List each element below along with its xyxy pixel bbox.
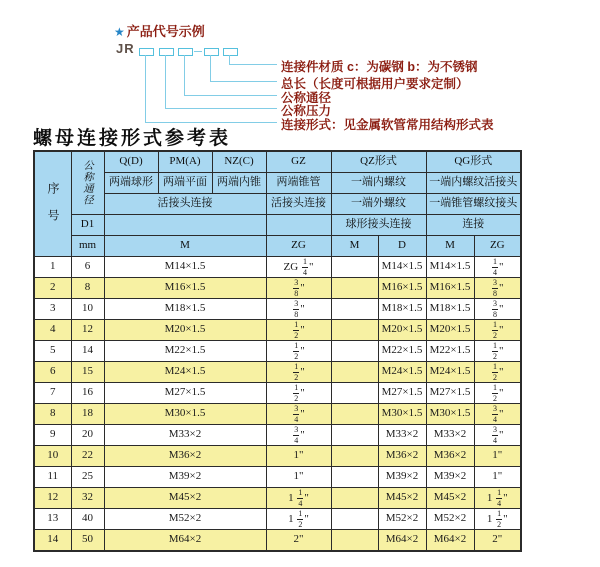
subheader-gz-conn: 活接头连接 (266, 194, 331, 215)
subheader-qpn-conn: 活接头连接 (104, 194, 266, 215)
cell-qz_m (331, 341, 378, 362)
fraction: $\frac{1}{2}$ (294, 382, 299, 403)
cell-seq: 14 (34, 530, 71, 552)
cell-seq: 11 (34, 467, 71, 488)
cell-m: M20×1.5 (104, 320, 266, 341)
cell-qz_d: M39×2 (378, 467, 426, 488)
col-header-seq (34, 151, 71, 257)
table-row (34, 530, 521, 552)
cell-qz_d: M22×1.5 (378, 341, 426, 362)
cell-m: M33×2 (104, 425, 266, 446)
cell-qz_d: M20×1.5 (378, 320, 426, 341)
cell-m: M24×1.5 (104, 362, 266, 383)
cell-seq: 2 (34, 278, 71, 299)
cell-m: M39×2 (104, 467, 266, 488)
cell-qg_zg: $\frac{3}{4}$ " (474, 404, 521, 425)
cell-m: M36×2 (104, 446, 266, 467)
table-row (34, 278, 521, 299)
unit-zg: ZG (266, 236, 331, 257)
fraction: $\frac{1}{2}$ (294, 319, 299, 340)
code-label-length: 总长（长度可根据用户要求定制） (281, 77, 469, 91)
cell-gz: 1 $\frac{1}{2}$ " (266, 509, 331, 530)
cell-seq: 8 (34, 404, 71, 425)
col-header-qg: QG形式 (426, 151, 521, 173)
cell-qz_d: M18×1.5 (378, 299, 426, 320)
cell-dn: 6 (71, 257, 104, 278)
cell-gz: $\frac{1}{2}$ " (266, 320, 331, 341)
code-label-pressure: 公称压力 (281, 104, 332, 118)
leader-line (229, 55, 230, 64)
cell-qz_d: M30×1.5 (378, 404, 426, 425)
fraction: $\frac{3}{8}$ (493, 298, 498, 319)
cell-qg_m: M22×1.5 (426, 341, 474, 362)
cell-qg_m: M20×1.5 (426, 320, 474, 341)
fraction: $\frac{1}{2}$ (493, 382, 498, 403)
cell-dn: 32 (71, 488, 104, 509)
cell-qg_m: M45×2 (426, 488, 474, 509)
cell-qg_zg: $\frac{1}{2}$ " (474, 341, 521, 362)
cell-qg_zg: $\frac{1}{2}$ " (474, 362, 521, 383)
table-body (34, 257, 521, 552)
subheader-nzc: 两端内锥 (212, 173, 266, 194)
cell-gz: $\frac{1}{2}$ " (266, 383, 331, 404)
cell-seq: 4 (34, 320, 71, 341)
col-header-pma: PM(A) (158, 151, 212, 173)
subheader-gz: 两端锥管 (266, 173, 331, 194)
cell-qz_m (331, 320, 378, 341)
leader-line (165, 55, 166, 108)
fraction: $\frac{3}{4}$ (294, 424, 299, 445)
cell-m: M45×2 (104, 488, 266, 509)
cell-dn: 50 (71, 530, 104, 552)
cell-dn: 25 (71, 467, 104, 488)
cell-qz_d: M14×1.5 (378, 257, 426, 278)
star-icon: ★ (114, 25, 125, 39)
cell-seq: 5 (34, 341, 71, 362)
fraction: $\frac{3}{4}$ (493, 424, 498, 445)
seq-label: 序号 (46, 182, 61, 236)
cell-gz: $\frac{3}{4}$ " (266, 404, 331, 425)
table-row (34, 362, 521, 383)
cell-qg_zg: 2" (474, 530, 521, 552)
cell-m: M18×1.5 (104, 299, 266, 320)
cell-qz_m (331, 446, 378, 467)
cell-qz_m (331, 488, 378, 509)
cell-qg_zg: $\frac{1}{2}$ " (474, 320, 521, 341)
unit-m: M (104, 236, 266, 257)
fraction: $\frac{1}{2}$ (497, 508, 502, 529)
cell-seq: 13 (34, 509, 71, 530)
cell-gz: 2" (266, 530, 331, 552)
fraction: $\frac{3}{8}$ (294, 298, 299, 319)
table-row (34, 425, 521, 446)
cell-qz_m (331, 530, 378, 552)
cell-qg_zg: $\frac{1}{4}$ " (474, 257, 521, 278)
table-row (34, 257, 521, 278)
cell-qz_d: M52×2 (378, 509, 426, 530)
table-row (34, 488, 521, 509)
table-row (34, 467, 521, 488)
cell-seq: 7 (34, 383, 71, 404)
cell-dn: 15 (71, 362, 104, 383)
cell-qg_m: M14×1.5 (426, 257, 474, 278)
cell-qg_m: M16×1.5 (426, 278, 474, 299)
leader-line (210, 55, 211, 81)
fraction: $\frac{1}{4}$ (302, 256, 307, 277)
col-header-gz: GZ (266, 151, 331, 173)
diagram-title-text: 产品代号示例 (126, 24, 205, 39)
cell-qz_m (331, 425, 378, 446)
subheader-qz-ball: 球形接头连接 (331, 215, 426, 236)
cell-qz_m (331, 299, 378, 320)
table-row (34, 341, 521, 362)
cell-qz_m (331, 257, 378, 278)
cell-qz_d: M36×2 (378, 446, 426, 467)
fraction: $\frac{1}{2}$ (493, 319, 498, 340)
table-row (34, 383, 521, 404)
unit-qg-zg: ZG (474, 236, 521, 257)
nut-connection-table (33, 150, 522, 552)
cell-qg_zg: $\frac{3}{8}$ " (474, 299, 521, 320)
subheader-qz-ext: 一端外螺纹 (331, 194, 426, 215)
diagram-title (114, 21, 205, 40)
cell-m: M30×1.5 (104, 404, 266, 425)
table-title: 螺母连接形式参考表 (33, 128, 232, 149)
cell-gz: $\frac{1}{2}$ " (266, 341, 331, 362)
leader-line (165, 108, 277, 109)
cell-seq: 12 (34, 488, 71, 509)
table-row (34, 320, 521, 341)
cell-qz_d: M27×1.5 (378, 383, 426, 404)
cell-dn: 20 (71, 425, 104, 446)
cell-qz_m (331, 383, 378, 404)
code-box-3 (178, 48, 193, 56)
cell-gz: 1 $\frac{1}{4}$ " (266, 488, 331, 509)
cell-dn: 16 (71, 383, 104, 404)
code-dash (194, 51, 202, 52)
unit-qg-m: M (426, 236, 474, 257)
cell-qz_m (331, 404, 378, 425)
code-label-connection: 连接形式：见金属软管常用结构形式表 (281, 118, 494, 132)
cell-dn: 18 (71, 404, 104, 425)
cell-gz: 1" (266, 446, 331, 467)
cell-gz: $\frac{3}{8}$ " (266, 278, 331, 299)
col-header-d1: D1 (71, 215, 104, 236)
fraction: $\frac{1}{4}$ (493, 256, 498, 277)
cell-seq: 6 (34, 362, 71, 383)
cell-qg_zg: 1" (474, 446, 521, 467)
unit-mm: mm (71, 236, 104, 257)
cell-qz_m (331, 362, 378, 383)
col-header-qd: Q(D) (104, 151, 158, 173)
cell-m: M27×1.5 (104, 383, 266, 404)
code-box-1 (139, 48, 154, 56)
subheader-qd: 两端球形 (104, 173, 158, 194)
leader-line (184, 55, 185, 95)
cell-m: M16×1.5 (104, 278, 266, 299)
blank-cell (104, 215, 266, 236)
cell-m: M14×1.5 (104, 257, 266, 278)
cell-seq: 3 (34, 299, 71, 320)
header-row-5 (34, 236, 521, 257)
fraction: $\frac{3}{4}$ (294, 403, 299, 424)
cell-qz_d: M24×1.5 (378, 362, 426, 383)
table-row (34, 446, 521, 467)
subheader-qg: 一端内螺纹活接头 (426, 173, 521, 194)
cell-qg_zg: 1 $\frac{1}{4}$ " (474, 488, 521, 509)
cell-dn: 10 (71, 299, 104, 320)
cell-m: M22×1.5 (104, 341, 266, 362)
fraction: $\frac{3}{8}$ (493, 277, 498, 298)
cell-seq: 9 (34, 425, 71, 446)
dn-label: 公称通径 (82, 160, 93, 206)
fraction: $\frac{1}{2}$ (294, 340, 299, 361)
cell-gz: $\frac{3}{8}$ " (266, 299, 331, 320)
blank-cell (266, 215, 331, 236)
code-box-5 (223, 48, 238, 56)
leader-line (145, 55, 146, 122)
cell-qz_m (331, 467, 378, 488)
cell-m: M52×2 (104, 509, 266, 530)
cell-dn: 14 (71, 341, 104, 362)
fraction: $\frac{1}{2}$ (493, 361, 498, 382)
col-header-nzc: NZ(C) (212, 151, 266, 173)
cell-dn: 12 (71, 320, 104, 341)
cell-gz: ZG $\frac{1}{4}$ " (266, 257, 331, 278)
cell-seq: 1 (34, 257, 71, 278)
unit-qz-d: D (378, 236, 426, 257)
cell-qg_zg: 1 $\frac{1}{2}$ " (474, 509, 521, 530)
leader-line (229, 64, 277, 65)
fraction: $\frac{1}{4}$ (298, 487, 303, 508)
cell-qz_d: M33×2 (378, 425, 426, 446)
cell-qz_m (331, 278, 378, 299)
cell-qg_m: M24×1.5 (426, 362, 474, 383)
subheader-qg-taper: 一端锥管螺纹接头 (426, 194, 521, 215)
cell-dn: 22 (71, 446, 104, 467)
cell-dn: 40 (71, 509, 104, 530)
cell-gz: 1" (266, 467, 331, 488)
cell-gz: $\frac{1}{2}$ " (266, 362, 331, 383)
subheader-qg-conn: 连接 (426, 215, 521, 236)
col-header-qz: QZ形式 (331, 151, 426, 173)
cell-qg_m: M52×2 (426, 509, 474, 530)
cell-qg_zg: 1" (474, 467, 521, 488)
cell-qg_m: M27×1.5 (426, 383, 474, 404)
code-label-diameter: 公称通径 (281, 91, 332, 105)
unit-qz-m: M (331, 236, 378, 257)
code-label-material: 连接件材质 c：为碳钢 b：为不锈钢 (281, 60, 478, 74)
table-row (34, 299, 521, 320)
header-row-4 (34, 215, 521, 236)
cell-m: M64×2 (104, 530, 266, 552)
table-row (34, 509, 521, 530)
subheader-pma: 两端平面 (158, 173, 212, 194)
cell-qg_zg: $\frac{1}{2}$ " (474, 383, 521, 404)
code-box-2 (159, 48, 174, 56)
fraction: $\frac{1}{2}$ (493, 340, 498, 361)
cell-qz_d: M16×1.5 (378, 278, 426, 299)
cell-qg_m: M30×1.5 (426, 404, 474, 425)
cell-qg_m: M36×2 (426, 446, 474, 467)
leader-line (210, 81, 277, 82)
header-row-3 (34, 194, 521, 215)
cell-qg_m: M33×2 (426, 425, 474, 446)
cell-qg_m: M18×1.5 (426, 299, 474, 320)
cell-qz_d: M64×2 (378, 530, 426, 552)
product-code-prefix: JR (116, 41, 135, 56)
fraction: $\frac{1}{2}$ (294, 361, 299, 382)
cell-qz_m (331, 509, 378, 530)
cell-qz_d: M45×2 (378, 488, 426, 509)
cell-qg_zg: $\frac{3}{4}$ " (474, 425, 521, 446)
table-row (34, 404, 521, 425)
cell-seq: 10 (34, 446, 71, 467)
fraction: $\frac{1}{4}$ (497, 487, 502, 508)
subheader-qz: 一端内螺纹 (331, 173, 426, 194)
cell-qg_m: M39×2 (426, 467, 474, 488)
leader-line (184, 95, 277, 96)
cell-dn: 8 (71, 278, 104, 299)
cell-qg_zg: $\frac{3}{8}$ " (474, 278, 521, 299)
header-row-2 (34, 173, 521, 194)
cell-qg_m: M64×2 (426, 530, 474, 552)
fraction: $\frac{3}{8}$ (294, 277, 299, 298)
header-row-1 (34, 151, 521, 173)
cell-gz: $\frac{3}{4}$ " (266, 425, 331, 446)
col-header-dn (71, 151, 104, 215)
fraction: $\frac{3}{4}$ (493, 403, 498, 424)
fraction: $\frac{1}{2}$ (298, 508, 303, 529)
code-box-4 (204, 48, 219, 56)
